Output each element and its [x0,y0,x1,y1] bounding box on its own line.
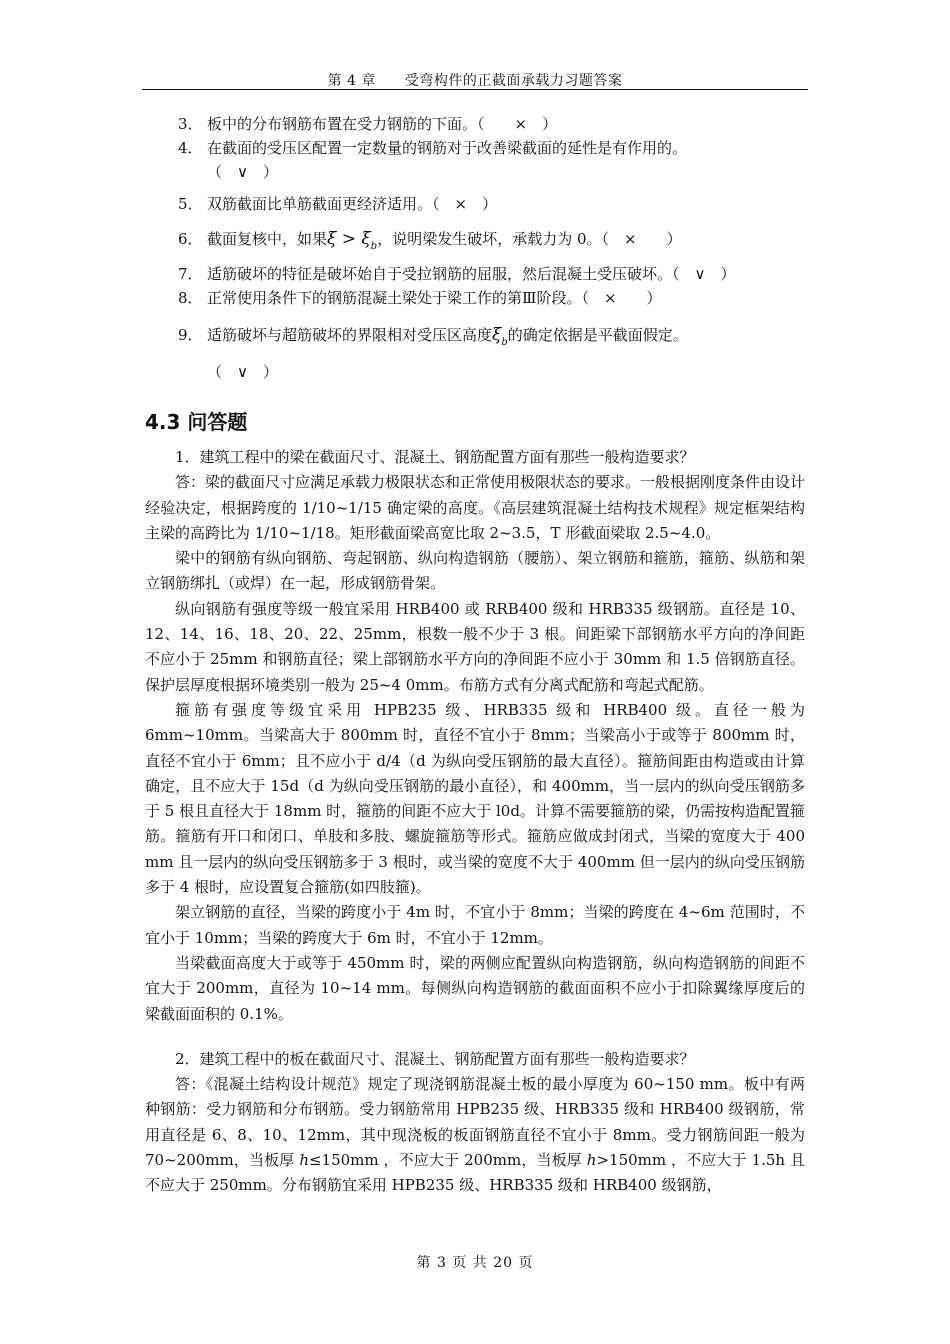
running-header: 第 4 章 受弯构件的正截面承载力习题答案 [327,73,623,89]
judgment-item-6 [145,224,805,254]
text-part: 的确定依据是平截面假定。 [507,326,688,344]
subscript-b: b [501,337,508,348]
q1-answer-paragraph: 箍筋有强度等级宜采用 HPB235 级、HRB335 级和 HRB400 级。直径一般为 6mm~10mm。当梁高大于 800mm 时，直径不宜小于 8mm；当梁高小于或等于 800mm 时，直径不宜小于 6mm；且不应小于 d/4（d 为纵向受压钢筋的最大直径）。箍筋间距由构造或由计算确定，且不应大于 15d（d 为纵向受压钢筋的最小直径），和 400mm，当一层内的纵向受压钢筋多于 5 根且直径大于 18mm 时，箍筋的间距不应大于 l0d。计算不需要箍筋的梁，仍需按构造配置箍筋。箍筋有开口和闭口、单肢和多肢、螺旋箍筋等形式。箍筋应做成封闭式，当梁的宽度大于 400 mm 且一层内的纵向受压钢筋多于 3 根时，或当梁的宽度不大于 400mm 但一层内的纵向受压钢筋多于 4 根时，应设置复合箍筋(如四肢箍)。 [145,700,805,897]
text-part: 适筋破坏与超筋破坏的界限相对受压区高度 [207,326,493,344]
text-part: ≤150mm ，不应大于 200mm，当板厚 [308,1151,587,1170]
question-1: 1．建筑工程中的梁在截面尺寸、混凝土、钢筋配置方面有那些一般构造要求？ [175,448,695,466]
italic-h: h [299,1151,309,1170]
item-text: 板中的分布钢筋布置在受力钢筋的下面。（ × ） [207,115,558,133]
judgment-item-9 [145,318,805,352]
page-content [145,112,805,1199]
q2-answer-paragraph [145,1072,805,1198]
item-text [207,318,688,360]
q1-answer-paragraph: 架立钢筋的直径，当梁的跨度小于 4m 时，不宜小于 8mm；当梁的跨度在 4~6m 范围时，不宜小于 10mm；当梁的跨度大于 6m 时，不宜小于 12mm。 [145,903,805,947]
text-part: >150mm ，不应大于 1.5h 且不应大于 250mm。分布钢筋宜采用 HPB235 级、HRB335 级和 HRB400 级钢筋， [145,1151,805,1195]
item-answer: （ ∨ ） [207,363,278,381]
item-number: 5． [178,195,203,213]
text-part: 答：《混凝土结构设计规范》规定了现浇钢筋混凝土板的最小厚度为 60~150 mm。板中有两种钢筋：受力钢筋和分布钢筋。受力钢筋常用 HPB235 级、HRB335 级和 HRB400 级钢筋，常用直径是 6、8、10、12mm，其中现浇板的板面钢筋直径不宜小于 8mm。受力钢筋间距一般为 70~200mm，当板厚 [145,1075,805,1170]
judgment-item-7 [145,262,805,286]
item-text: 在截面的受压区配置一定数量的钢筋对于改善梁截面的延性是有作用的。 [207,139,688,157]
item-number: 8． [178,289,203,307]
header-rule [142,89,808,90]
text-part: ，说明梁发生破坏，承载力为 0。（ × ） [377,230,682,248]
text-part: 截面复核中，如果 [207,230,328,248]
item-number: 6． [178,230,203,248]
section-title: 4.3 问答题 [145,410,248,434]
q1-answer-paragraph: 纵向钢筋有强度等级一般宜采用 HRB400 或 RRB400 级和 HRB335 级钢筋。直径是 10、12、14、16、18、20、22、25mm，根数一般不少于 3 根。间距梁下部钢筋水平方向的净间距不应小于 25mm 和钢筋直径；梁上部钢筋水平方向的净间距不应小于 30mm 和 1.5 倍钢筋直径。保护层厚度根据环境类别一般为 25~4 0mm。布筋方式有分离式配筋和弯起式配筋。 [145,599,805,694]
item-text: 正常使用条件下的钢筋混凝土梁处于梁工作的第Ⅲ阶段。（ × ） [207,289,662,307]
item-number: 9． [178,326,203,344]
q1-answer-paragraph: 答：梁的截面尺寸应满足承载力极限状态和正常使用极限状态的要求。一般根据刚度条件由设计经验决定，根据跨度的 1/10~1/15 确定梁的高度。《高层建筑混凝土结构技术规程》规定框架结构主梁的高跨比为 1/10~1/18。矩形截面梁高宽比取 2~3.5，T 形截面梁取 2.5~4.0。 [145,473,806,542]
item-number: 7． [178,265,203,283]
item-text: 适筋破坏的特征是破坏始自于受拉钢筋的屈服，然后混凝土受压破坏。（ ∨ ） [207,265,736,283]
item-answer: （ ∨ ） [207,163,278,181]
italic-h: h [586,1151,597,1170]
item-text: 双筋截面比单筋截面更经济适用。（ × ） [207,195,498,213]
item-text [207,224,682,262]
xi-symbol: ξ > ξ [327,229,371,249]
xi-symbol: ξ [492,325,502,345]
item-number: 4． [178,139,203,157]
question-2: 2．建筑工程中的板在截面尺寸、混凝土、钢筋配置方面有那些一般构造要求？ [175,1049,695,1068]
q1-answer-paragraph: 当梁截面高度大于或等于 450mm 时，梁的两侧应配置纵向构造钢筋，纵向构造钢筋的间距不宜大于 200mm，直径为 10~14 mm。每侧纵向构造钢筋的截面面积不应小于扣除翼缘厚度后的梁截面面积的 0.1%。 [145,953,805,1023]
judgment-item-3 [145,112,805,136]
item-number: 3． [178,115,203,133]
judgment-item-5 [145,192,805,216]
subscript-b: b [370,241,378,252]
judgment-item-4 [145,136,805,160]
q1-answer-paragraph: 梁中的钢筋有纵向钢筋、弯起钢筋、纵向构造钢筋（腰筋）、架立钢筋和箍筋，箍筋、纵筋和架立钢筋绑扎（或焊）在一起，形成钢筋骨架。 [145,549,805,593]
judgment-item-8 [145,286,805,310]
page-footer: 第 3 页 共 20 页 [416,1255,534,1271]
